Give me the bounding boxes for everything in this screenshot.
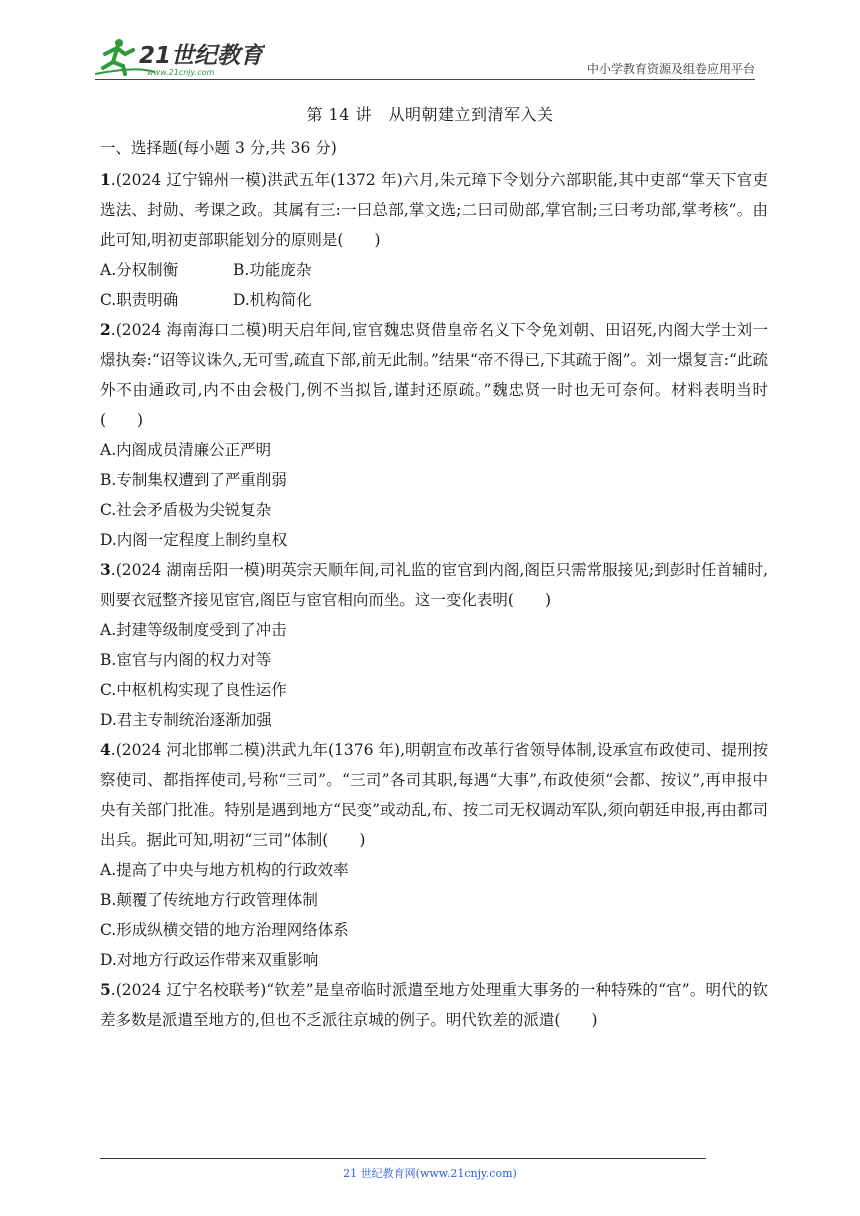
question xyxy=(100,315,768,555)
question-list xyxy=(100,133,768,1035)
option-a: A.封建等级制度受到了冲击 xyxy=(100,621,287,639)
svg-text:www.21cnjy.com: www.21cnjy.com xyxy=(147,68,215,77)
option-d: D.内阁一定程度上制约皇权 xyxy=(100,531,288,549)
option-c: C.形成纵横交错的地方治理网络体系 xyxy=(100,921,349,939)
option-a: A.提高了中央与地方机构的行政效率 xyxy=(100,861,349,879)
question-stem: 3.(2024 湖南岳阳一模)明英宗天顺年间,司礼监的宦官到内阁,阁臣只需常服接见;到彭时任首辅时,则要衣冠整齐接见宦官,阁臣与宦官相向而坐。这一变化表明( ) xyxy=(100,560,768,609)
option-a: A.内阁成员清廉公正严明 xyxy=(100,441,272,459)
question-number: 1 xyxy=(100,170,111,189)
question-number: 5 xyxy=(100,980,111,999)
option-a: A.分权制衡 xyxy=(100,261,179,279)
option-c: C.中枢机构实现了良性运作 xyxy=(100,681,287,699)
question xyxy=(100,555,768,735)
option-b: B.宦官与内阁的权力对等 xyxy=(100,651,272,669)
footer-divider xyxy=(100,1158,706,1159)
option-b: B.专制集权遭到了严重削弱 xyxy=(100,471,287,489)
option-c: C.社会矛盾极为尖锐复杂 xyxy=(100,501,272,519)
option-d: D.对地方行政运作带来双重影响 xyxy=(100,951,319,969)
question xyxy=(100,165,768,315)
question-stem: 5.(2024 辽宁名校联考)“钦差”是皇帝临时派遣至地方处理重大事务的一种特殊的“官”。明代的钦差多数是派遣至地方的,但也不乏派往京城的例子。明代钦差的派遣( ) xyxy=(100,980,768,1029)
option-d: D.机构简化 xyxy=(233,291,312,309)
question-stem: 4.(2024 河北邯郸二模)洪武九年(1376 年),明朝宣布改革行省领导体制,设承宣布政使司、提刑按察使司、都指挥使司,号称“三司”。“三司”各司其职,每遇“大事”,布政使须“会都、按议”,再申报中央有关部门批准。特别是遇到地方“民变”或动乱,布、按二司无权调动军队,须向朝廷申报,再由都司出兵。据此可知,明初“三司”体制( ) xyxy=(100,740,768,849)
question-stem: 2.(2024 海南海口二模)明天启年间,宦官魏忠贤借皇帝名义下令免刘朝、田诏死,内阁大学士刘一燝执奏:“诏等议诛久,无可雪,疏直下部,前无此制。”结果“帝不得已,下其疏于阁”。刘一燝复言:“此疏外不由通政司,内不由会极门,例不当拟旨,谨封还原疏。”魏忠贤一时也无可奈何。材料表明当时( ) xyxy=(100,320,768,429)
footer-link[interactable]: 21 世纪教育网(www.21cnjy.com) xyxy=(343,1167,517,1180)
section-heading: 一、选择题(每小题 3 分,共 36 分) xyxy=(100,139,337,157)
page-header xyxy=(95,36,755,82)
question xyxy=(100,975,768,1035)
question-number: 3 xyxy=(100,560,111,579)
page-title: 第 14 讲 从明朝建立到清军入关 xyxy=(306,105,554,124)
option-b: B.功能庞杂 xyxy=(233,261,312,279)
question-stem: 1.(2024 辽宁锦州一模)洪武五年(1372 年)六月,朱元璋下令划分六部职能,其中吏部“掌天下官吏选法、封勋、考课之政。其属有三:一曰总部,掌文选;二曰司勋部,掌官制;三曰考功部,掌考核”。由此可知,明初吏部职能划分的原则是( ) xyxy=(100,170,768,249)
site-logo xyxy=(95,36,265,78)
option-row xyxy=(100,255,768,285)
question xyxy=(100,735,768,975)
option-d: D.君主专制统治逐渐加强 xyxy=(100,711,272,729)
question-number: 2 xyxy=(100,320,111,339)
platform-name: 中小学教育资源及组卷应用平台 xyxy=(586,62,755,76)
option-row xyxy=(100,285,768,315)
svg-text:21世纪教育: 21世纪教育 xyxy=(139,43,264,69)
header-divider xyxy=(95,79,755,80)
option-b: B.颠覆了传统地方行政管理体制 xyxy=(100,891,318,909)
question-number: 4 xyxy=(100,740,111,759)
option-c: C.职责明确 xyxy=(100,291,179,309)
